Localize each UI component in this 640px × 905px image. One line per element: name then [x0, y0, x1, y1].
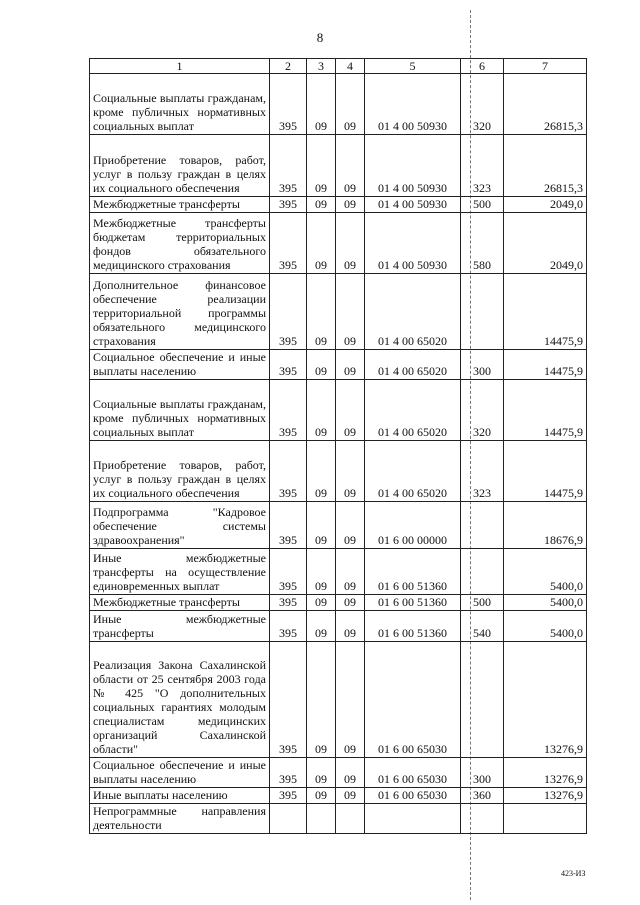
- header-col-7: 7: [504, 59, 587, 74]
- cell-admin: 395: [270, 274, 307, 350]
- row-name: Непрограммные направления деятельности: [90, 804, 270, 834]
- cell-expense-type: [461, 502, 504, 549]
- cell-expense-type: [461, 804, 504, 834]
- cell-subsection: 09: [336, 135, 365, 197]
- header-col-2: 2: [270, 59, 307, 74]
- table-row: [90, 642, 587, 758]
- cell-admin: 395: [270, 595, 307, 611]
- cell-expense-type: [461, 274, 504, 350]
- cell-target: 01 6 00 65030: [365, 758, 461, 788]
- table-row: [90, 441, 587, 502]
- cell-admin: 395: [270, 441, 307, 502]
- cell-amount: 14475,9: [504, 441, 587, 502]
- row-name: Социальное обеспечение и иные выплаты населению: [90, 350, 270, 380]
- cell-subsection: 09: [336, 502, 365, 549]
- cell-section: 09: [307, 595, 336, 611]
- row-name: Иные выплаты населению: [90, 788, 270, 804]
- cell-subsection: 09: [336, 758, 365, 788]
- cell-amount: 2049,0: [504, 213, 587, 274]
- cell-target: 01 4 00 50930: [365, 74, 461, 135]
- cell-section: 09: [307, 380, 336, 441]
- cell-amount: 26815,3: [504, 74, 587, 135]
- cell-target: 01 6 00 51360: [365, 611, 461, 642]
- cell-section: 09: [307, 74, 336, 135]
- row-name: Социальное обеспечение и иные выплаты населению: [90, 758, 270, 788]
- cell-subsection: 09: [336, 549, 365, 595]
- row-name: Социальные выплаты гражданам, кроме публичных нормативных социальных выплат: [90, 380, 270, 441]
- cell-admin: 395: [270, 549, 307, 595]
- table-row: [90, 350, 587, 380]
- cell-admin: 395: [270, 197, 307, 213]
- cell-target: 01 6 00 65030: [365, 642, 461, 758]
- table-row: [90, 213, 587, 274]
- cell-expense-type: 540: [461, 611, 504, 642]
- cell-expense-type: 300: [461, 350, 504, 380]
- cell-subsection: 09: [336, 350, 365, 380]
- table-row: [90, 758, 587, 788]
- page-number: 8: [316, 30, 324, 45]
- cell-subsection: 09: [336, 642, 365, 758]
- cell-amount: 26815,3: [504, 135, 587, 197]
- cell-target: 01 4 00 50930: [365, 135, 461, 197]
- cell-expense-type: 323: [461, 441, 504, 502]
- cell-expense-type: 360: [461, 788, 504, 804]
- cell-section: 09: [307, 350, 336, 380]
- cell-target: 01 6 00 51360: [365, 549, 461, 595]
- table-row: [90, 595, 587, 611]
- table-row: [90, 549, 587, 595]
- table-row: [90, 74, 587, 135]
- row-name: Межбюджетные трансферты: [90, 197, 270, 213]
- cell-target: 01 6 00 65030: [365, 788, 461, 804]
- cell-section: 09: [307, 788, 336, 804]
- header-row: [90, 59, 587, 74]
- cell-target: [365, 804, 461, 834]
- table-row: [90, 804, 587, 834]
- cell-expense-type: 300: [461, 758, 504, 788]
- table-row: [90, 611, 587, 642]
- cell-admin: 395: [270, 642, 307, 758]
- cell-amount: 13276,9: [504, 788, 587, 804]
- cell-expense-type: [461, 642, 504, 758]
- cell-section: 09: [307, 611, 336, 642]
- cell-subsection: 09: [336, 788, 365, 804]
- header-col-4: 4: [336, 59, 365, 74]
- cell-section: 09: [307, 274, 336, 350]
- cell-expense-type: 500: [461, 197, 504, 213]
- cell-expense-type: 500: [461, 595, 504, 611]
- budget-table: [89, 58, 587, 834]
- cell-subsection: 09: [336, 197, 365, 213]
- row-name: Реализация Закона Сахалинской области от 25 сентября 2003 года № 425 "О дополнительных социальных гарантиях молодым специалистам медицинских организаций Сахалинской области": [90, 642, 270, 758]
- cell-target: 01 4 00 65020: [365, 441, 461, 502]
- cell-amount: 18676,9: [504, 502, 587, 549]
- cell-admin: 395: [270, 788, 307, 804]
- header-col-1: 1: [90, 59, 270, 74]
- row-name: Иные межбюджетные трансферты на осуществление единовременных выплат: [90, 549, 270, 595]
- cell-expense-type: 320: [461, 380, 504, 441]
- cell-section: [307, 804, 336, 834]
- cell-amount: 14475,9: [504, 350, 587, 380]
- cell-expense-type: [461, 549, 504, 595]
- cell-expense-type: 580: [461, 213, 504, 274]
- cell-admin: 395: [270, 350, 307, 380]
- cell-target: 01 4 00 65020: [365, 274, 461, 350]
- cell-section: 09: [307, 135, 336, 197]
- cell-admin: 395: [270, 74, 307, 135]
- row-name: Межбюджетные трансферты бюджетам территориальных фондов обязательного медицинского страхования: [90, 213, 270, 274]
- cell-admin: 395: [270, 213, 307, 274]
- cell-admin: 395: [270, 758, 307, 788]
- cell-subsection: 09: [336, 611, 365, 642]
- cell-target: 01 4 00 65020: [365, 350, 461, 380]
- cell-admin: 395: [270, 380, 307, 441]
- cell-amount: 14475,9: [504, 274, 587, 350]
- row-name: Иные межбюджетные трансферты: [90, 611, 270, 642]
- cell-amount: 5400,0: [504, 611, 587, 642]
- cell-target: 01 4 00 65020: [365, 380, 461, 441]
- header-col-5: 5: [365, 59, 461, 74]
- table-row: [90, 274, 587, 350]
- cell-section: 09: [307, 213, 336, 274]
- document-code: 423-ИЗ: [561, 869, 586, 878]
- cell-target: 01 4 00 50930: [365, 197, 461, 213]
- cell-admin: 395: [270, 611, 307, 642]
- cell-target: 01 6 00 00000: [365, 502, 461, 549]
- cell-subsection: [336, 804, 365, 834]
- cell-subsection: 09: [336, 74, 365, 135]
- table-row: [90, 380, 587, 441]
- cell-admin: [270, 804, 307, 834]
- cell-subsection: 09: [336, 595, 365, 611]
- cell-amount: 13276,9: [504, 758, 587, 788]
- cell-amount: 2049,0: [504, 197, 587, 213]
- cell-amount: 13276,9: [504, 642, 587, 758]
- row-name: Приобретение товаров, работ, услуг в пользу граждан в целях их социального обеспечения: [90, 135, 270, 197]
- table-row: [90, 788, 587, 804]
- cell-section: 09: [307, 549, 336, 595]
- cell-subsection: 09: [336, 213, 365, 274]
- cell-amount: 14475,9: [504, 380, 587, 441]
- row-name: Дополнительное финансовое обеспечение реализации территориальной программы обязательного медицинского страхования: [90, 274, 270, 350]
- cell-admin: 395: [270, 135, 307, 197]
- table-row: [90, 502, 587, 549]
- cell-subsection: 09: [336, 380, 365, 441]
- cell-section: 09: [307, 642, 336, 758]
- cell-subsection: 09: [336, 274, 365, 350]
- row-name: Подпрограмма "Кадровое обеспечение системы здравоохранения": [90, 502, 270, 549]
- row-name: Приобретение товаров, работ, услуг в пользу граждан в целях их социального обеспечения: [90, 441, 270, 502]
- cell-subsection: 09: [336, 441, 365, 502]
- cell-section: 09: [307, 502, 336, 549]
- row-name: Межбюджетные трансферты: [90, 595, 270, 611]
- row-name: Социальные выплаты гражданам, кроме публичных нормативных социальных выплат: [90, 74, 270, 135]
- cell-section: 09: [307, 758, 336, 788]
- cell-admin: 395: [270, 502, 307, 549]
- cell-amount: [504, 804, 587, 834]
- cell-expense-type: 320: [461, 74, 504, 135]
- header-col-6: 6: [461, 59, 504, 74]
- cell-amount: 5400,0: [504, 549, 587, 595]
- cell-amount: 5400,0: [504, 595, 587, 611]
- cell-expense-type: 323: [461, 135, 504, 197]
- cell-section: 09: [307, 441, 336, 502]
- cell-target: 01 6 00 51360: [365, 595, 461, 611]
- table-row: [90, 197, 587, 213]
- header-col-3: 3: [307, 59, 336, 74]
- cell-section: 09: [307, 197, 336, 213]
- cell-target: 01 4 00 50930: [365, 213, 461, 274]
- table-row: [90, 135, 587, 197]
